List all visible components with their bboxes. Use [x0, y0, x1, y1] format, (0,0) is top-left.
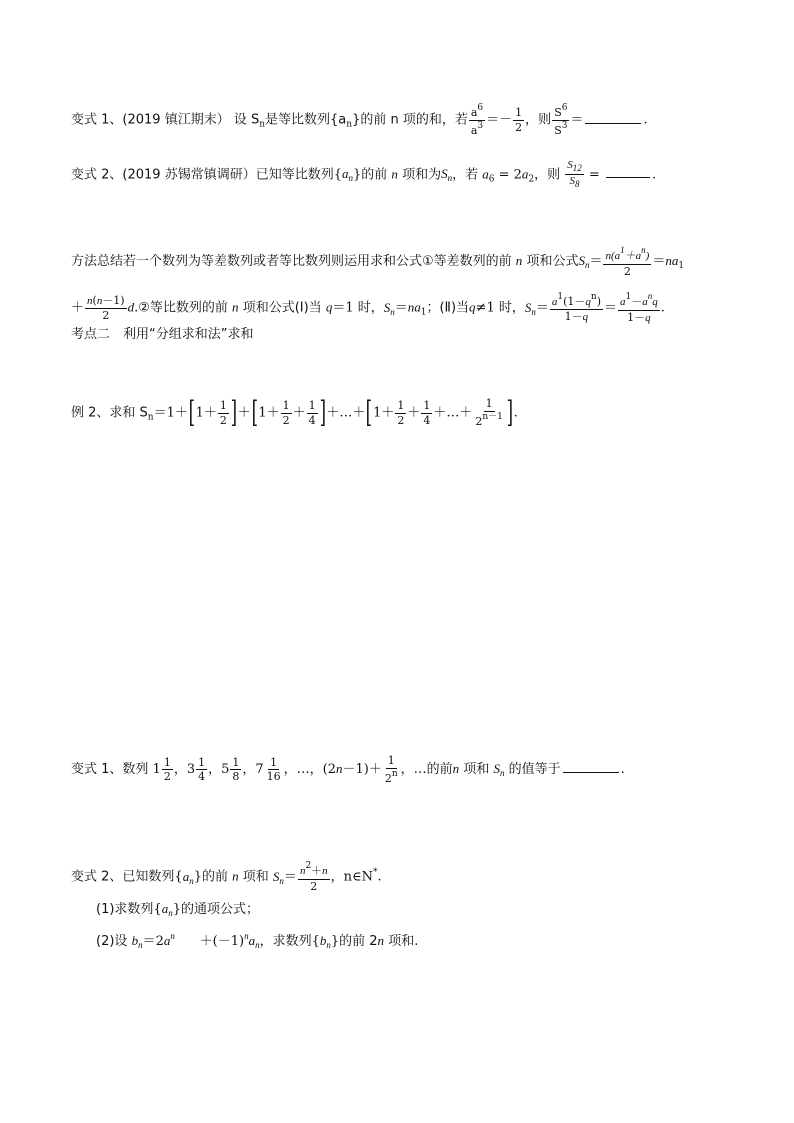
fraction-geo-sum-2: $\frac{a^1-a^nq}{1-q}$ — [620, 291, 658, 324]
variant-1-text-b: 是等比数列{a — [265, 112, 347, 128]
example-2-line: 例 2、求和 $S_n=1+[1+$ $\frac{1}{2}$ ]＋[1＋ $\frac{1}{2}$ ＋ $\frac{1}{4}$ ]＋…＋[1＋ $\frac{1}{2}$ ＋ $\frac{1}{4}$ ＋…＋ $\frac{1}{2^{n-1}}$ ]. — [71, 395, 518, 430]
q2-text-d: 项和. — [388, 934, 419, 949]
method-summary-text-2c: 1 时， — [345, 300, 384, 316]
fraction-n2-plus-n: $\frac{n^2+n}{2}$ — [299, 861, 328, 893]
q1-text: (1)求数列 — [96, 902, 154, 917]
variant-2-text-a: 的前 — [361, 167, 388, 183]
fraction-s6-s3: $\frac{S^6}{S^3}$ — [554, 103, 568, 137]
fraction-a6-a3: $\frac{a^6}{a^3}$ — [470, 103, 484, 137]
q2-text: (2)设 — [96, 934, 128, 949]
variant-4-text-b: 项和 — [242, 869, 269, 885]
variant-1-text-a: 设 S — [233, 112, 260, 128]
fraction-arith-sum: $\frac{n(a^1+a^n)}{2}$ — [605, 245, 650, 278]
method-summary-text-2d: ；(Ⅱ)当 — [426, 300, 470, 316]
variant-2-line: 变式 2、(2019 苏锡常镇调研）已知等比数列$\{a_n\}$的前 n 项和为$S_n$，若 $a_6 = 2a_2$，则 $\frac{S_{12}}{S_8}$ = . — [71, 159, 657, 190]
q2-text-b: ，求数列 — [259, 934, 312, 949]
variant-2-text-c: ，若 — [452, 167, 479, 183]
variant-3-line: 变式 1、数列 1 $\frac{1}{2}$ ，3 $\frac{1}{4}$ ，5 $\frac{1}{8}$ ，7 $\frac{1}{16}$ ，…，(2n－1)＋ $\frac{1}{2^n}$ ，…的前n 项和 $S_n$ 的值等于 . — [71, 754, 625, 785]
method-summary-text-2: .②等比数列的前 — [134, 300, 228, 316]
variant-3-label: 变式 1、数列 — [71, 762, 149, 778]
variant-3-tail-2: 项和 — [463, 762, 490, 778]
variant-4-text-c: ，n∈N — [330, 869, 374, 885]
answer-blank[interactable] — [585, 111, 641, 124]
fraction-n-n-minus-1: $\frac{n(n-1)}{2}$ — [87, 293, 125, 323]
variant-2-label: 变式 2、(2019 苏锡常镇调研）已知等比数列 — [71, 167, 334, 183]
method-summary-text-b: 项和公式 — [526, 254, 579, 270]
variant-1-line: 变式 1、(2019 镇江期末） 设 $S_n$是等比数列$\{a_n\}$的前 n 项的和，若 $\frac{a^6}{a^3}$ ＝－ $\frac{1}{2}$ ，则 $\frac{S^6}{S^3}$ ＝ . — [71, 103, 648, 137]
variant-1-text-d: ，则 — [525, 112, 552, 128]
answer-blank[interactable] — [563, 760, 619, 773]
method-summary-text-2b: 项和公式(Ⅰ)当 — [242, 300, 322, 316]
variant-4-label: 变式 2、已知数列 — [71, 869, 175, 885]
method-summary-line-1: 方法总结若一个数列为等差数列或者等比数列则运用求和公式①等差数列的前 n 项和公式$S_n=$ $\frac{n(a^1+a^n)}{2}$ $=na_1$ — [71, 245, 685, 278]
variant-4-text-a: 的前 — [201, 869, 228, 885]
fraction-s12-s8: $\frac{S_{12}}{S_8}$ — [567, 159, 582, 190]
method-summary-text: 方法总结若一个数列为等差数列或者等比数列则运用求和公式①等差数列的前 — [71, 254, 512, 270]
variant-1-text-c: }的前 n 项的和，若 — [352, 112, 468, 128]
variant-3-tail-3: 的值等于 — [508, 762, 561, 778]
q2-text-c: 的前 2 — [339, 934, 378, 949]
method-summary-text-2e: 1 时， — [486, 300, 525, 316]
fraction-geo-sum-1: $\frac{a^1(1-q^n)}{1-q}$ — [551, 291, 601, 324]
variant-1-label: 变式 1、(2019 镇江期末） — [71, 112, 230, 128]
variant-4-question-2: (2)设 $b_n=2a^n$ $+(-1)^na_n$，求数列$\{b_n\}$的前 2n 项和. — [96, 931, 419, 950]
variant-3-tail: …的前 — [413, 762, 453, 778]
method-summary-line-2: ＋ $\frac{n(n-1)}{2}$ d.②等比数列的前 n 项和公式(Ⅰ)当 q＝1 时，$S_n=na_1$；(Ⅱ)当q≠1 时，$S_n=$ $\frac{a^1(1-q^n)}{1-q}$ ＝ $\frac{a^1-a^nq}{1-q}$ . — [71, 291, 665, 324]
fraction-one-half: $\frac{1}{2}$ — [515, 106, 523, 134]
variant-2-text-d: ，则 — [534, 167, 561, 183]
variant-4-line: 变式 2、已知数列$\{a_n\}$的前 n 项和 $S_n=$ $\frac{n^2+n}{2}$ ，n∈N*. — [71, 861, 382, 893]
section-title-kaodian-2: 考点二 利用“分组求和法”求和 — [71, 327, 254, 342]
variant-2-text-b: 项和为 — [402, 167, 442, 183]
q1-text-b: 的通项公式； — [180, 902, 259, 917]
answer-blank[interactable] — [606, 165, 650, 178]
variant-4-question-1: (1)求数列$\{a_n\}$的通项公式； — [96, 901, 259, 918]
example-2-label: 例 2、求和 S — [71, 405, 148, 421]
